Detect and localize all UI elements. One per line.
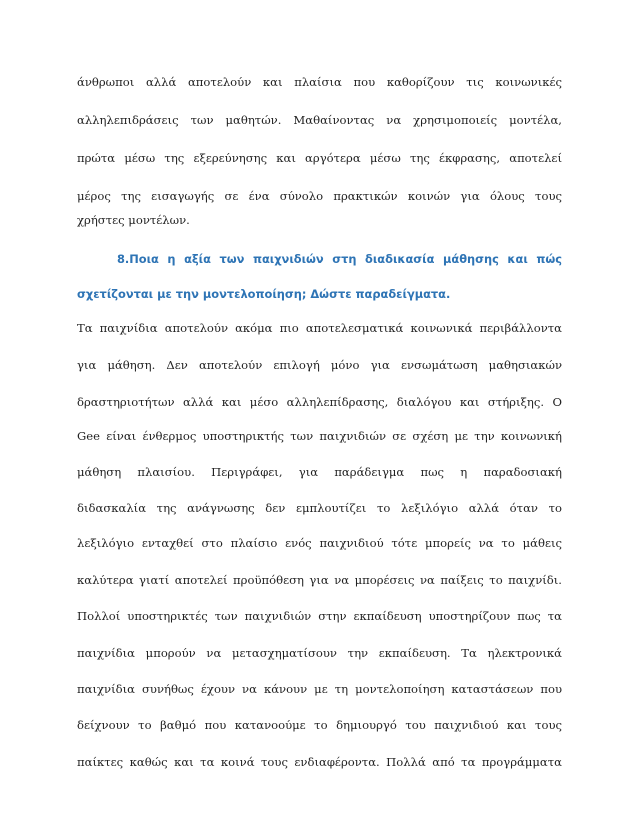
paragraph-3-line-2: παιχνίδια μπορούν να μετασχηματίσουν την εκπαίδευση. Τα ηλεκτρονικά [77, 646, 562, 660]
paragraph-2-line-3: δραστηριοτήτων αλλά και μέσο αλληλεπίδρασης, διαλόγου και στήριξης. Ο [77, 395, 562, 409]
paragraph-2-line-8: καλύτερα γιατί αποτελεί προϋπόθεση για να μπορέσεις να παίξεις το παιχνίδι. [77, 573, 562, 587]
paragraph-2-line-6: διδασκαλία της ανάγνωσης δεν εμπλουτίζει το λεξιλόγιο αλλά όταν το [77, 501, 562, 515]
paragraph-2-line-7: λεξιλόγιο ενταχθεί στο πλαίσιο ενός παιχνιδιού τότε μπορείς να το μάθεις [77, 536, 562, 550]
section-heading-line-2: σχετίζονται με την μοντελοποίηση; Δώστε παραδείγματα. [77, 287, 451, 301]
paragraph-2-line-5: μάθηση πλαισίου. Περιγράφει, για παράδειγμα πως η παραδοσιακή [77, 465, 562, 479]
paragraph-1-line-3: πρώτα μέσω της εξερεύνησης και αργότερα μέσω της έκφρασης, αποτελεί [77, 151, 562, 165]
paragraph-1-line-5: χρήστες μοντέλων. [77, 213, 190, 227]
paragraph-3-line-4: δείχνουν το βαθμό που κατανοούμε το δημιουργό του παιχνιδιού και τους [77, 718, 562, 732]
paragraph-3-line-3: παιχνίδια συνήθως έχουν να κάνουν με τη μοντελοποίηση καταστάσεων που [77, 682, 562, 696]
paragraph-3-line-1: Πολλοί υποστηρικτές των παιχνιδιών στην εκπαίδευση υποστηρίζουν πως τα [77, 609, 562, 623]
paragraph-1-line-1: άνθρωποι αλλά αποτελούν και πλαίσια που καθορίζουν τις κοινωνικές [77, 75, 562, 89]
paragraph-2-line-1: Τα παιχνίδια αποτελούν ακόμα πιο αποτελεσματικά κοινωνικά περιβάλλοντα [77, 321, 562, 335]
paragraph-3-line-5: παίκτες καθώς και τα κοινά τους ενδιαφέροντα. Πολλά από τα προγράμματα [77, 755, 562, 769]
paragraph-1-line-4: μέρος της εισαγωγής σε ένα σύνολο πρακτικών κοινών για όλους τους [77, 189, 562, 203]
section-heading-line-1: 8.Ποια η αξία των παιχνιδιών στη διαδικασία μάθησης και πώς [117, 252, 562, 266]
paragraph-2-line-4: Gee είναι ένθερμος υποστηρικτής των παιχνιδιών σε σχέση με την κοινωνική [77, 429, 562, 443]
paragraph-1-line-2: αλληλεπιδράσεις των μαθητών. Μαθαίνοντας να χρησιμοποιείς μοντέλα, [77, 113, 562, 127]
paragraph-2-line-2: για μάθηση. Δεν αποτελούν επιλογή μόνο για ενσωμάτωση μαθησιακών [77, 358, 562, 372]
